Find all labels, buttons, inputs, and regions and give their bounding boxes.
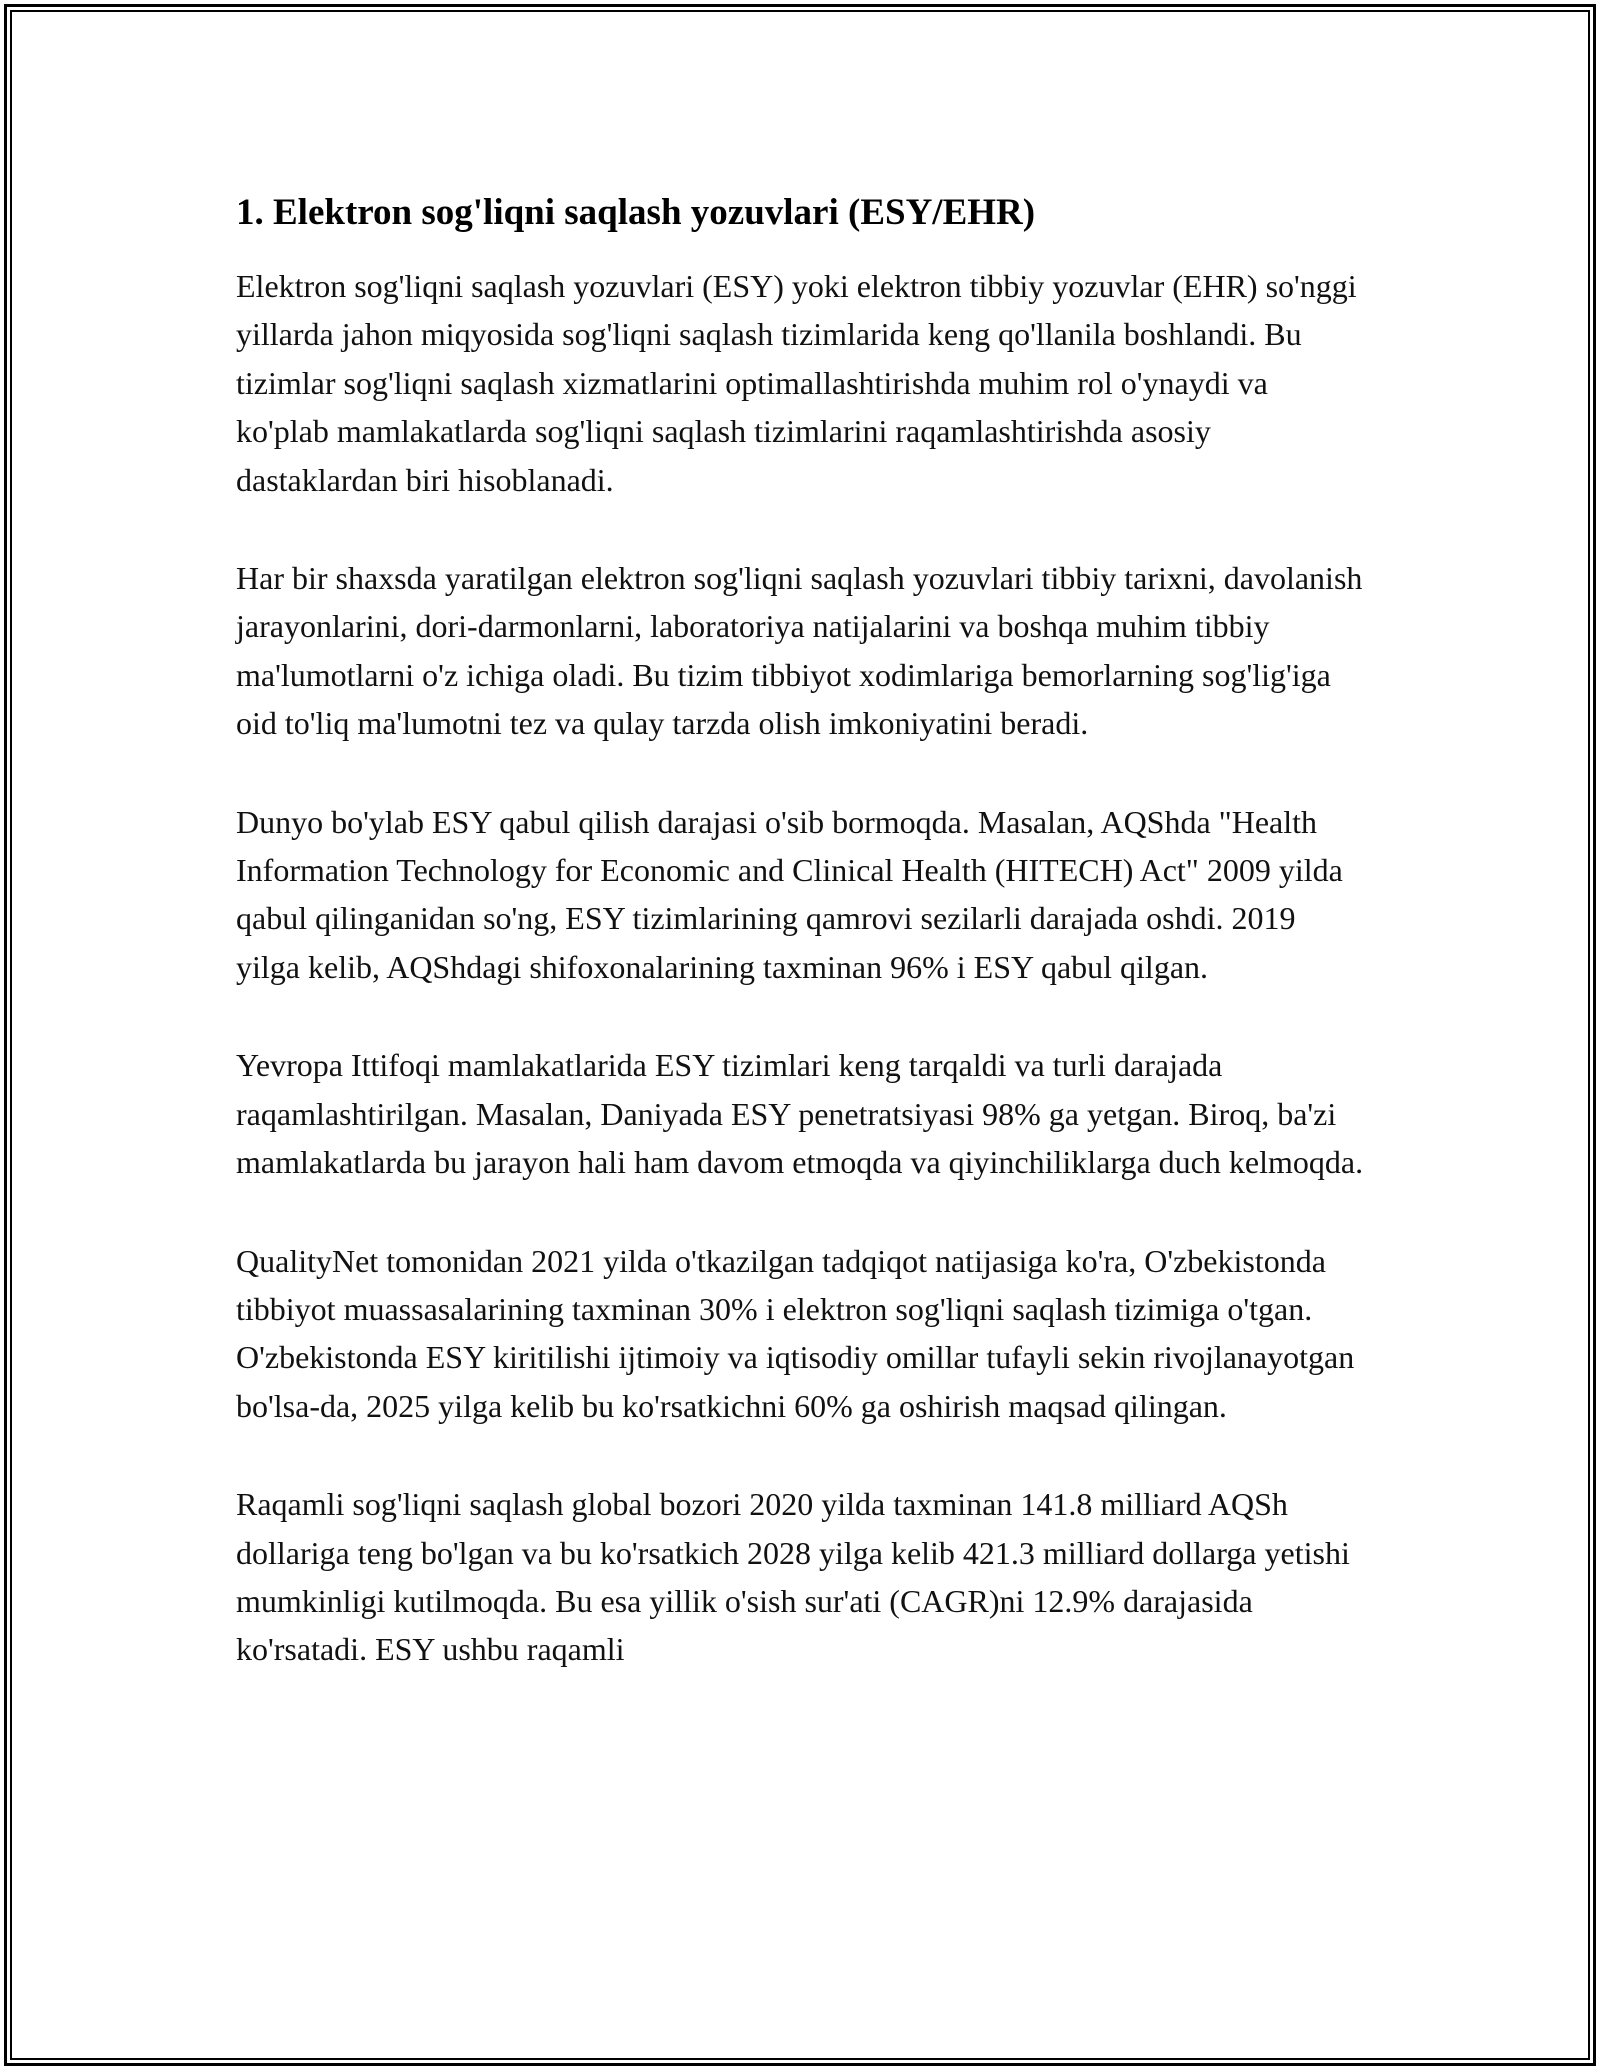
document-body [236, 186, 1366, 1724]
paragraph-ehr-intro: Elektron sog'liqni saqlash yozuvlari (ESY) yoki elektron tibbiy yozuvlar (EHR) so'nggi yillarda jahon miqyosida sog'liqni saqlash tizimlarida keng qo'llanila boshlandi. Bu tizimlar sog'liqni saqlash xizmatlarini optimallashtirishda muhim rol o'ynaydi va ko'plab mamlakatlarda sog'liqni saqlash tizimlarini raqamlashtirishda asosiy dastaklardan biri hisoblanadi. [236, 268, 1357, 498]
paragraph-ehr-contents: Har bir shaxsda yaratilgan elektron sog'liqni saqlash yozuvlari tibbiy tarixni, davolanish jarayonlarini, dori-darmonlarni, laboratoriya natijalarini va boshqa muhim tibbiy ma'lumotlarni o'z ichiga oladi. Bu tizim tibbiyot xodimlariga bemorlarning sog'lig'iga oid to'liq ma'lumotni tez va qulay tarzda olish imkoniyatini beradi. [236, 560, 1363, 742]
section-heading: 1. Elektron sog'liqni saqlash yozuvlari (ESY/EHR) [236, 192, 1036, 233]
paragraph-ehr-uzbekistan: QualityNet tomonidan 2021 yilda o'tkazilgan tadqiqot natijasiga ko'ra, O'zbekistonda tibbiyot muassasalarining taxminan 30% i elektron sog'liqni saqlash tizimiga o'tgan. O'zbekistonda ESY kiritilishi ijtimoiy va iqtisodiy omillar tufayli sekin rivojlanayotgan bo'lsa-da, 2025 yilga kelib bu ko'rsatkichni 60% ga oshirish maqsad qilingan. [236, 1242, 1355, 1424]
paragraph-digital-health-market: Raqamli sog'liqni saqlash global bozori 2020 yilda taxminan 141.8 milliard AQSh dollariga teng bo'lgan va bu ko'rsatkich 2028 yilga kelib 421.3 milliard dollarga yetishi mumkinligi kutilmoqda. Bu esa yillik o'sish sur'ati (CAGR)ni 12.9% darajasida ko'rsatadi. ESY ushbu raqamli [236, 1486, 1350, 1668]
paragraph-ehr-usa-adoption: Dunyo bo'ylab ESY qabul qilish darajasi o'sib bormoqda. Masalan, AQShda "Health Information Technology for Economic and Clinical Health (HITECH) Act" 2009 yilda qabul qilinganidan so'ng, ESY tizimlarining qamrovi sezilarli darajada oshdi. 2019 yilga kelib, AQShdagi shifoxonalarining taxminan 96% i ESY qabul qilgan. [236, 803, 1343, 985]
paragraph-ehr-eu-adoption: Yevropa Ittifoqi mamlakatlarida ESY tizimlari keng tarqaldi va turli darajada raqamlashtirilgan. Masalan, Daniyada ESY penetratsiyasi 98% ga yetgan. Biroq, ba'zi mamlakatlarda bu jarayon hali ham davom etmoqda va qiyinchiliklarga duch kelmoqda. [236, 1047, 1364, 1181]
